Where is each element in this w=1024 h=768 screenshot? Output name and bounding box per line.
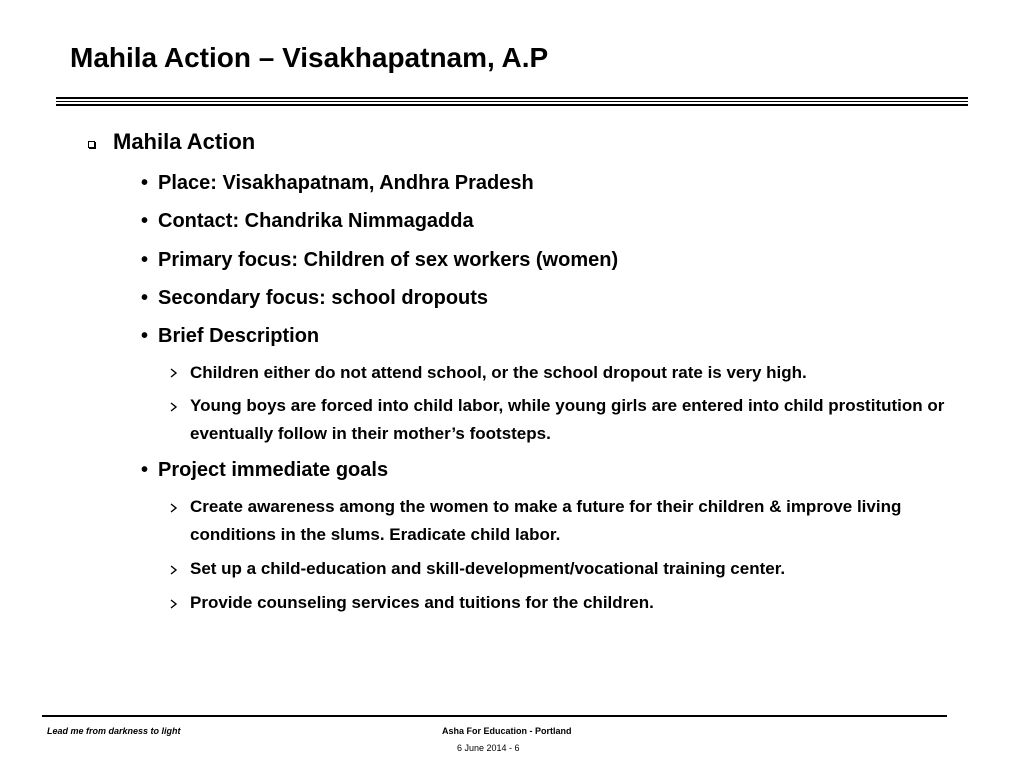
description-item: Children either do not attend school, or the school dropout rate is very high. xyxy=(190,363,807,382)
bullet-dot-icon: • xyxy=(141,287,149,309)
bullet-contact: Contact: Chandrika Nimmagadda xyxy=(158,210,474,232)
arrow-bullet-icon xyxy=(169,503,179,513)
arrow-bullet-icon xyxy=(169,565,179,575)
description-item: Young boys are forced into child labor, while young girls are entered into child prostitution or eventually follow in their mother’s footsteps. xyxy=(190,396,945,443)
bullet-dot-icon: • xyxy=(141,249,149,271)
title-divider-bottom xyxy=(56,104,968,106)
bullet-dot-icon: • xyxy=(141,210,149,232)
bullet-secondary-focus: Secondary focus: school dropouts xyxy=(158,287,489,309)
slide-title: Mahila Action – Visakhapatnam, A.P xyxy=(70,42,549,73)
bullet-dot-icon: • xyxy=(141,172,149,194)
footer-date-page: 6 June 2014 - 6 xyxy=(457,743,520,753)
footer-divider xyxy=(42,715,947,717)
section-heading: Mahila Action xyxy=(113,129,256,154)
bullet-primary-focus: Primary focus: Children of sex workers (women) xyxy=(158,249,619,271)
goal-item: Create awareness among the women to make a future for their children & improve living conditions in the slums. Eradicate child labor. xyxy=(190,497,902,544)
bullet-dot-icon: • xyxy=(141,325,149,347)
bullet-brief-description: Brief Description xyxy=(158,325,320,347)
goal-item: Set up a child-education and skill-development/vocational training center. xyxy=(190,559,786,578)
square-bullet-icon xyxy=(88,141,95,148)
bullet-dot-icon: • xyxy=(141,459,149,481)
title-divider-top xyxy=(56,97,968,99)
footer-organization: Asha For Education - Portland xyxy=(442,726,572,736)
footer-motto: Lead me from darkness to light xyxy=(47,726,181,736)
title-divider-middle xyxy=(56,101,968,102)
bullet-place: Place: Visakhapatnam, Andhra Pradesh xyxy=(158,172,534,194)
arrow-bullet-icon xyxy=(169,368,179,378)
goal-item: Provide counseling services and tuitions for the children. xyxy=(190,593,654,612)
bullet-project-goals: Project immediate goals xyxy=(158,459,389,481)
arrow-bullet-icon xyxy=(169,402,179,412)
arrow-bullet-icon xyxy=(169,599,179,609)
